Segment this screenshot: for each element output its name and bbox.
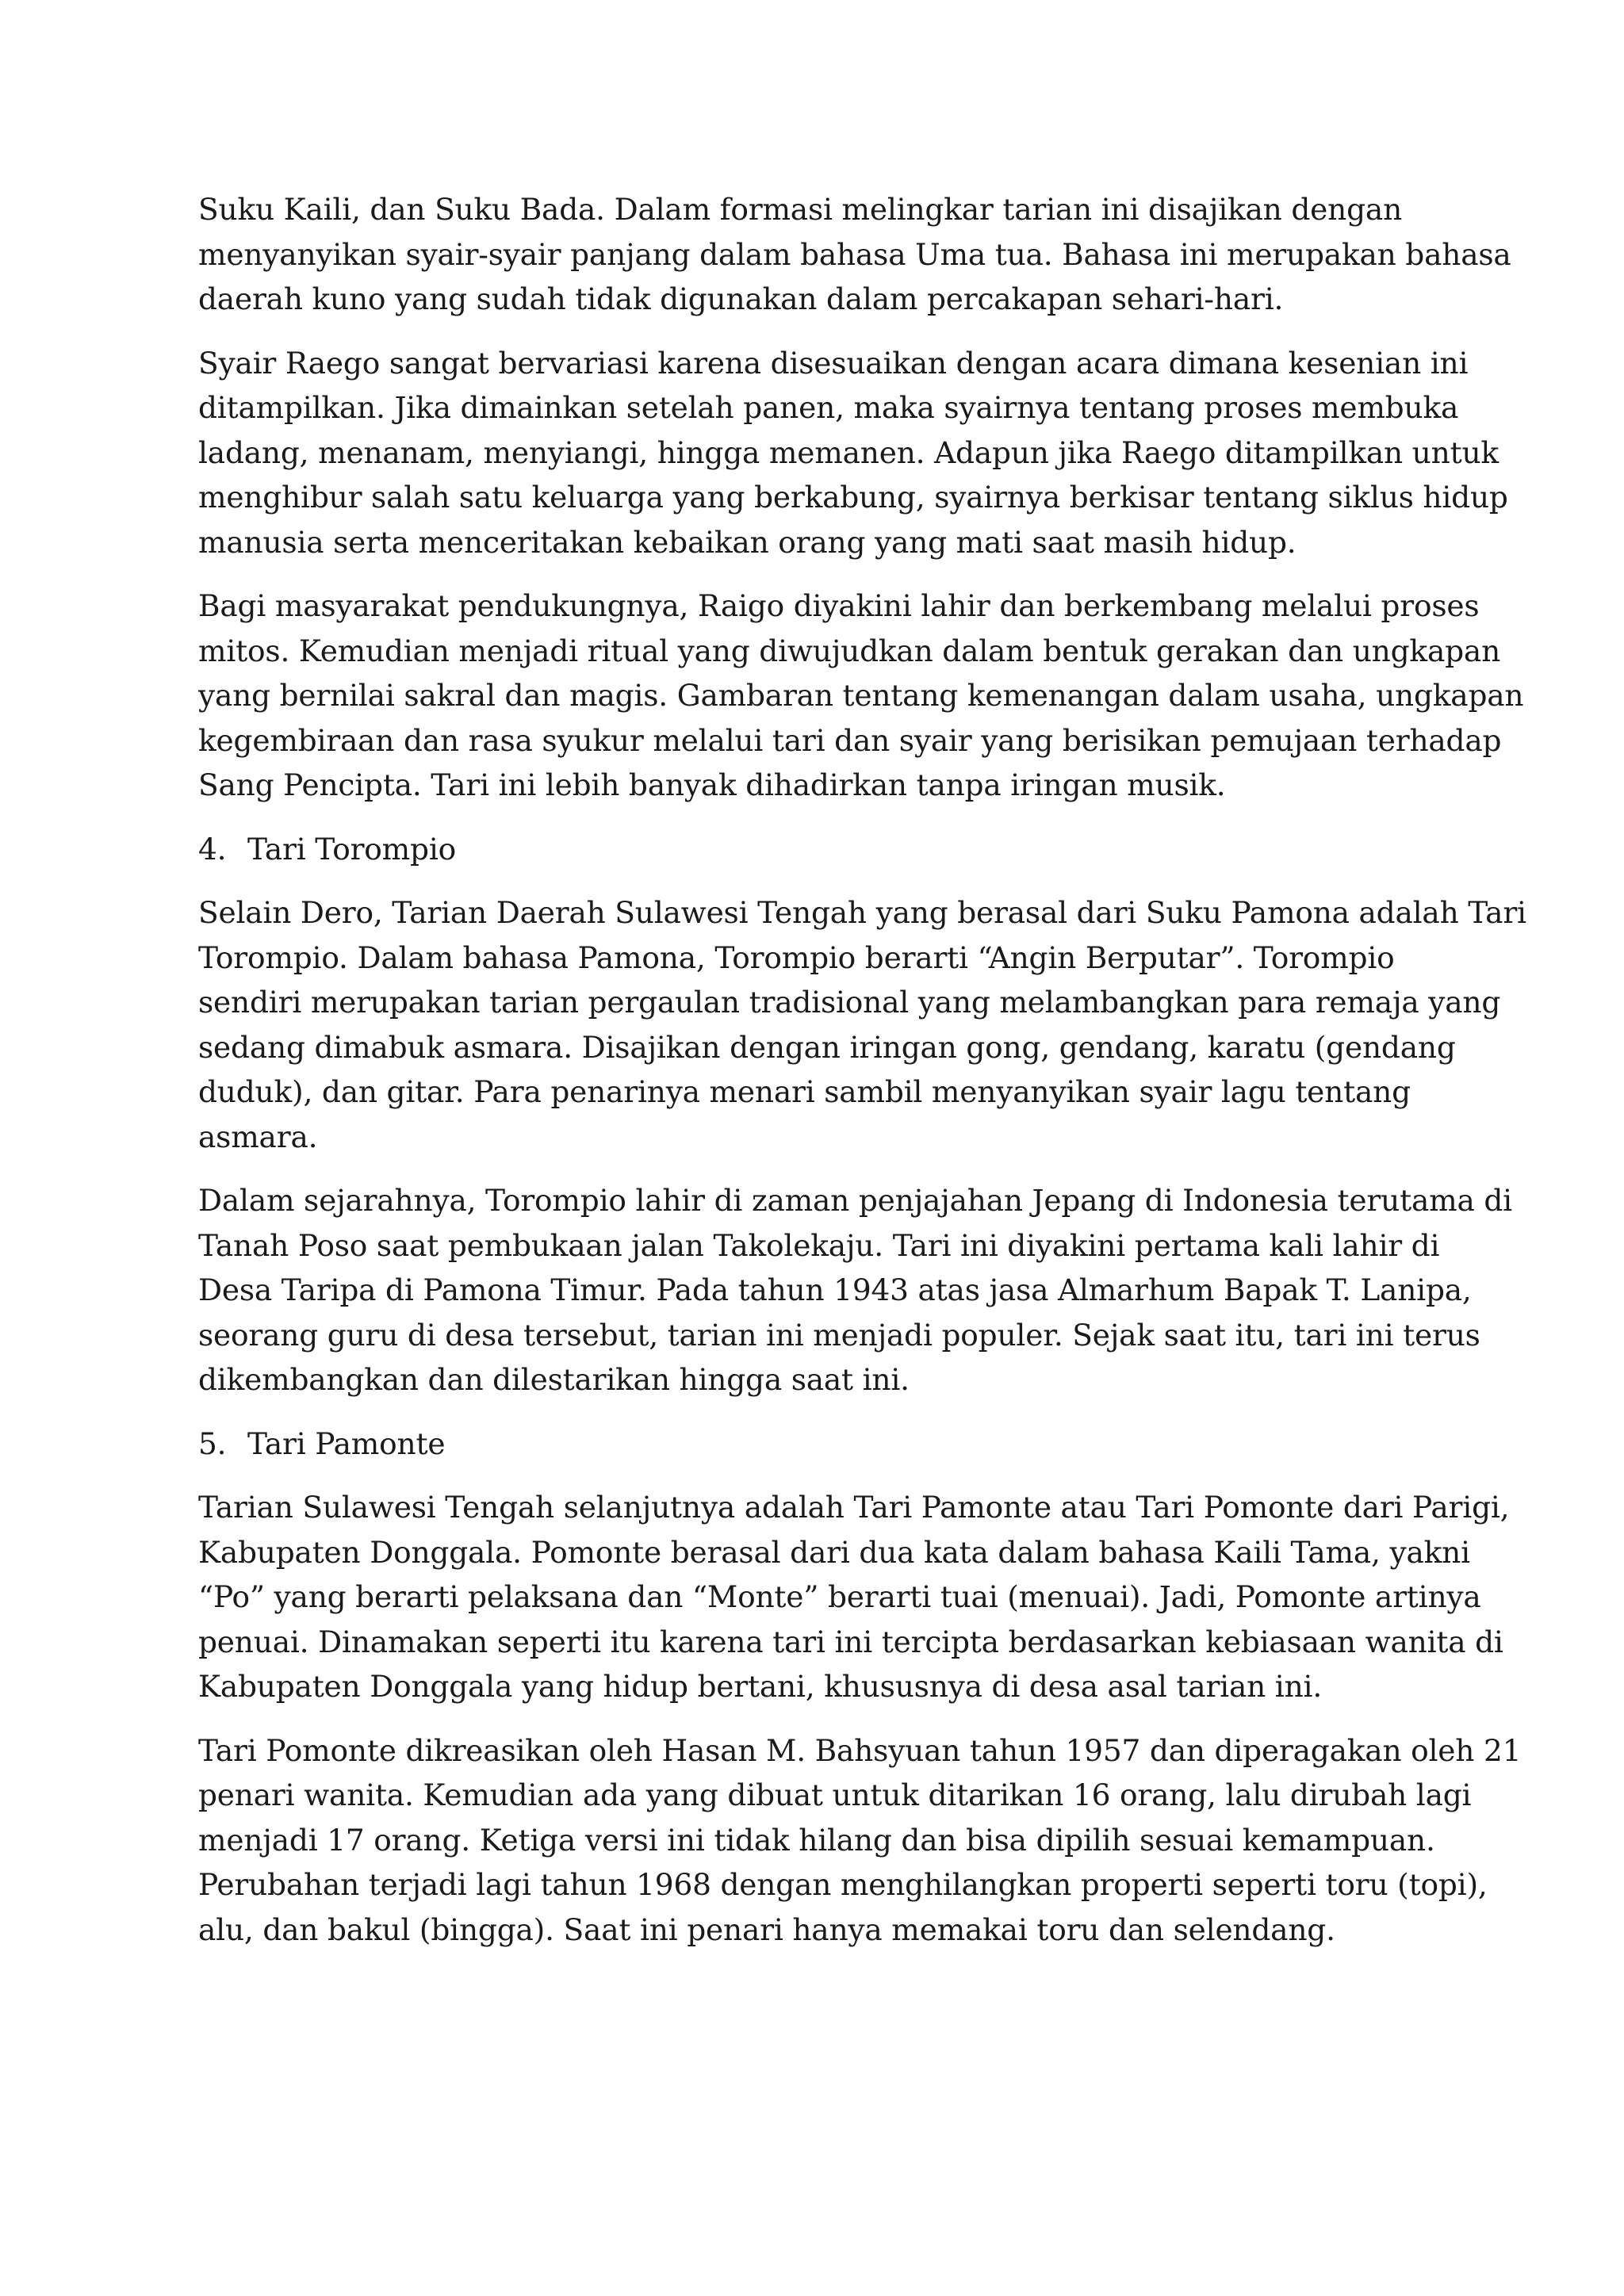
text-line: sendiri merupakan tarian pergaulan tradisional yang melambangkan para remaja yang	[198, 985, 1501, 1020]
text-line: menjadi 17 orang. Ketiga versi ini tidak hilang dan bisa dipilih sesuai kemampuan.	[198, 1822, 1435, 1858]
text-line: daerah kuno yang sudah tidak digunakan dalam percakapan sehari-hari.	[198, 281, 1284, 316]
text-line: Suku Kaili, dan Suku Bada. Dalam formasi melingkar tarian ini disajikan dengan	[198, 192, 1403, 227]
text-line: dikembangkan dan dilestarikan hingga saat ini.	[198, 1362, 910, 1397]
text-line: Torompio. Dalam bahasa Pamona, Torompio berarti “Angin Berputar”. Torompio	[198, 939, 1395, 975]
text-line: Tari Pomonte dikreasikan oleh Hasan M. Bahsyuan tahun 1957 dan diperagakan oleh 21	[198, 1732, 1522, 1768]
text-line: Kabupaten Donggala yang hidup bertani, khususnya di desa asal tarian ini.	[198, 1669, 1323, 1704]
text-line: mitos. Kemudian menjadi ritual yang diwujudkan dalam bentuk gerakan dan ungkapan	[198, 633, 1501, 668]
text-line: Bagi masyarakat pendukungnya, Raigo diyakini lahir dan berkembang melalui proses	[198, 588, 1480, 623]
text-line: ditampilkan. Jika dimainkan setelah panen, maka syairnya tentang proses membuka	[198, 390, 1459, 425]
text-line: duduk), dan gitar. Para penarinya menari sambil menyanyikan syair lagu tentang	[198, 1074, 1411, 1109]
paragraph-pomonte-kreasi	[198, 1728, 1522, 1953]
heading-title: Tari Torompio	[247, 831, 457, 867]
text-line: sedang dimabuk asmara. Disajikan dengan iringan gong, gendang, karatu (gendang	[198, 1029, 1456, 1065]
heading-number: 4.	[198, 831, 227, 867]
text-line: menyanyikan syair-syair panjang dalam bahasa Uma tua. Bahasa ini merupakan bahasa	[198, 236, 1511, 272]
text-line: “Po” yang berarti pelaksana dan “Monte” berarti tuai (menuai). Jadi, Pomonte artinya	[198, 1579, 1481, 1614]
text-line: Tarian Sulawesi Tengah selanjutnya adalah Tari Pamonte atau Tari Pomonte dari Parigi,	[198, 1490, 1510, 1525]
text-line: manusia serta menceritakan kebaikan orang yang mati saat masih hidup.	[198, 524, 1297, 560]
text-line: menghibur salah satu keluarga yang berkabung, syairnya berkisar tentang siklus hidup	[198, 480, 1508, 515]
text-line: Sang Pencipta. Tari ini lebih banyak dihadirkan tanpa iringan musik.	[198, 767, 1226, 802]
heading-title: Tari Pamonte	[247, 1425, 446, 1461]
text-line: alu, dan bakul (bingga). Saat ini penari hanya memakai toru dan selendang.	[198, 1911, 1335, 1947]
text-line: Desa Taripa di Pamona Timur. Pada tahun 1943 atas jasa Almarhum Bapak T. Lanipa,	[198, 1272, 1472, 1307]
text-line: kegembiraan dan rasa syukur melalui tari dan syair yang berisikan pemujaan terhadap	[198, 722, 1502, 758]
paragraph-pamonte-intro	[198, 1485, 1510, 1709]
text-line: penuai. Dinamakan seperti itu karena tari ini tercipta berdasarkan kebiasaan wanita di	[198, 1624, 1503, 1659]
text-line: seorang guru di desa tersebut, tarian ini menjadi populer. Sejak saat itu, tari ini terus	[198, 1317, 1480, 1353]
paragraph-syair-raego	[198, 341, 1508, 565]
text-line: Syair Raego sangat bervariasi karena disesuaikan dengan acara dimana kesenian ini	[198, 345, 1469, 381]
text-line: Tanah Poso saat pembukaan jalan Takolekaju. Tari ini diyakini pertama kali lahir di	[198, 1227, 1440, 1263]
paragraph-torompio-sejarah	[198, 1178, 1512, 1402]
paragraph-suku-kaili	[198, 187, 1511, 322]
paragraph-torompio-intro	[198, 890, 1526, 1159]
text-line: asmara.	[198, 1119, 318, 1154]
text-line: ladang, menanam, menyiangi, hingga memanen. Adapun jika Raego ditampilkan untuk	[198, 434, 1499, 470]
paragraph-raigo-mitos	[198, 584, 1524, 808]
text-line: penari wanita. Kemudian ada yang dibuat untuk ditarikan 16 orang, lalu dirubah lagi	[198, 1777, 1472, 1812]
text-line: Kabupaten Donggala. Pomonte berasal dari dua kata dalam bahasa Kaili Tama, yakni	[198, 1534, 1470, 1570]
text-line: Dalam sejarahnya, Torompio lahir di zaman penjajahan Jepang di Indonesia terutama di	[198, 1183, 1512, 1218]
section-heading-torompio	[198, 827, 1451, 872]
heading-number: 5.	[198, 1425, 227, 1461]
text-line: yang bernilai sakral dan magis. Gambaran tentang kemenangan dalam usaha, ungkapan	[198, 678, 1524, 713]
text-line: Perubahan terjadi lagi tahun 1968 dengan menghilangkan properti seperti toru (topi),	[198, 1867, 1488, 1902]
text-line: Selain Dero, Tarian Daerah Sulawesi Tengah yang berasal dari Suku Pamona adalah Tari	[198, 895, 1526, 930]
document-body	[198, 187, 1526, 1971]
section-heading-pamonte	[198, 1422, 1451, 1467]
